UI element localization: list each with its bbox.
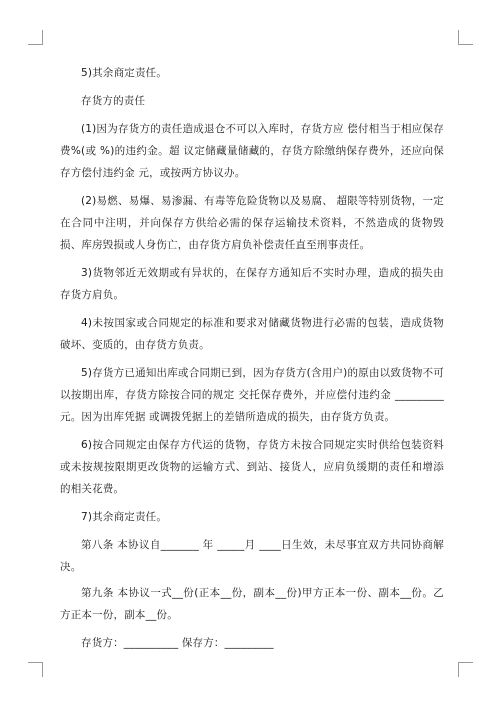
crop-mark-bottom-left: [28, 662, 43, 677]
crop-mark-top-right: [458, 30, 473, 45]
crop-mark-top-left: [28, 30, 43, 45]
signature-line: 存货方：__________ 保存方：_________: [81, 637, 274, 649]
paragraph-depositor-duty-6: 6)按合同规定由保存方代运的货物，存货方未按合同规定实时供给包装资料或未按规按限期更改货物的运输方式、到站、接货人，应肩负缓期的责任和增添的相关花费。: [60, 439, 444, 495]
document-body: [60, 62, 444, 660]
paragraph-depositor-duty-4: 4)未按国家或合同规定的标准和要求对储藏货物进行必需的包装，造成货物破坏、变质的，由存货方负责。: [60, 317, 444, 351]
crop-mark-bottom-right: [458, 662, 473, 677]
paragraph-depositor-duty-3: 3)货物邻近无效期或有异状的，在保存方通知后不实时办理，造成的损失由存货方肩负。: [60, 267, 444, 301]
article-nine: 第九条 本协议一式__份(正本__份，副本__份)甲方正本一份、副本__份。乙方正本一份，副本__份。: [60, 587, 444, 621]
article-eight: 第八条 本协议自_______ 年 _____月 ____日生效，未尽事宜双方共同协商解决。: [60, 539, 444, 573]
section-heading-depositor-duties: 存货方的责任: [81, 95, 146, 107]
paragraph-depositor-duty-1: (1)因为存货方的责任造成退仓不可以入库时，存货方应 偿付相当于相应保存费%(或 %)的违约金。超 议定储藏量储藏的，存货方除缴纳保存费外，还应向保存方偿付违约金 元，或按两方协议办。: [60, 123, 444, 179]
paragraph-depositor-duty-2: (2)易燃、易爆、易渗漏、有毒等危险货物以及易腐、 超限等特别货物，一定在合同中注明，并向保存方供给必需的保存运输技术资料，不然造成的货物毁损、库房毁损或人身伤亡，由存货方肩负补偿责任直至刑事责任。: [60, 195, 444, 251]
paragraph-depositor-duty-5: 5)存货方已通知出库或合同期已到，因为存货方(含用户)的原由以致货物不可以按期出库，存货方除按合同的规定 交托保存费外，并应偿付违约金 _________元。因为出库凭据 或调拨凭据上的差错所造成的损失，由存货方负责。: [60, 367, 444, 423]
paragraph-other-duties-1: 5)其余商定责任。: [81, 67, 168, 79]
paragraph-other-duties-2: 7)其余商定责任。: [81, 511, 168, 523]
